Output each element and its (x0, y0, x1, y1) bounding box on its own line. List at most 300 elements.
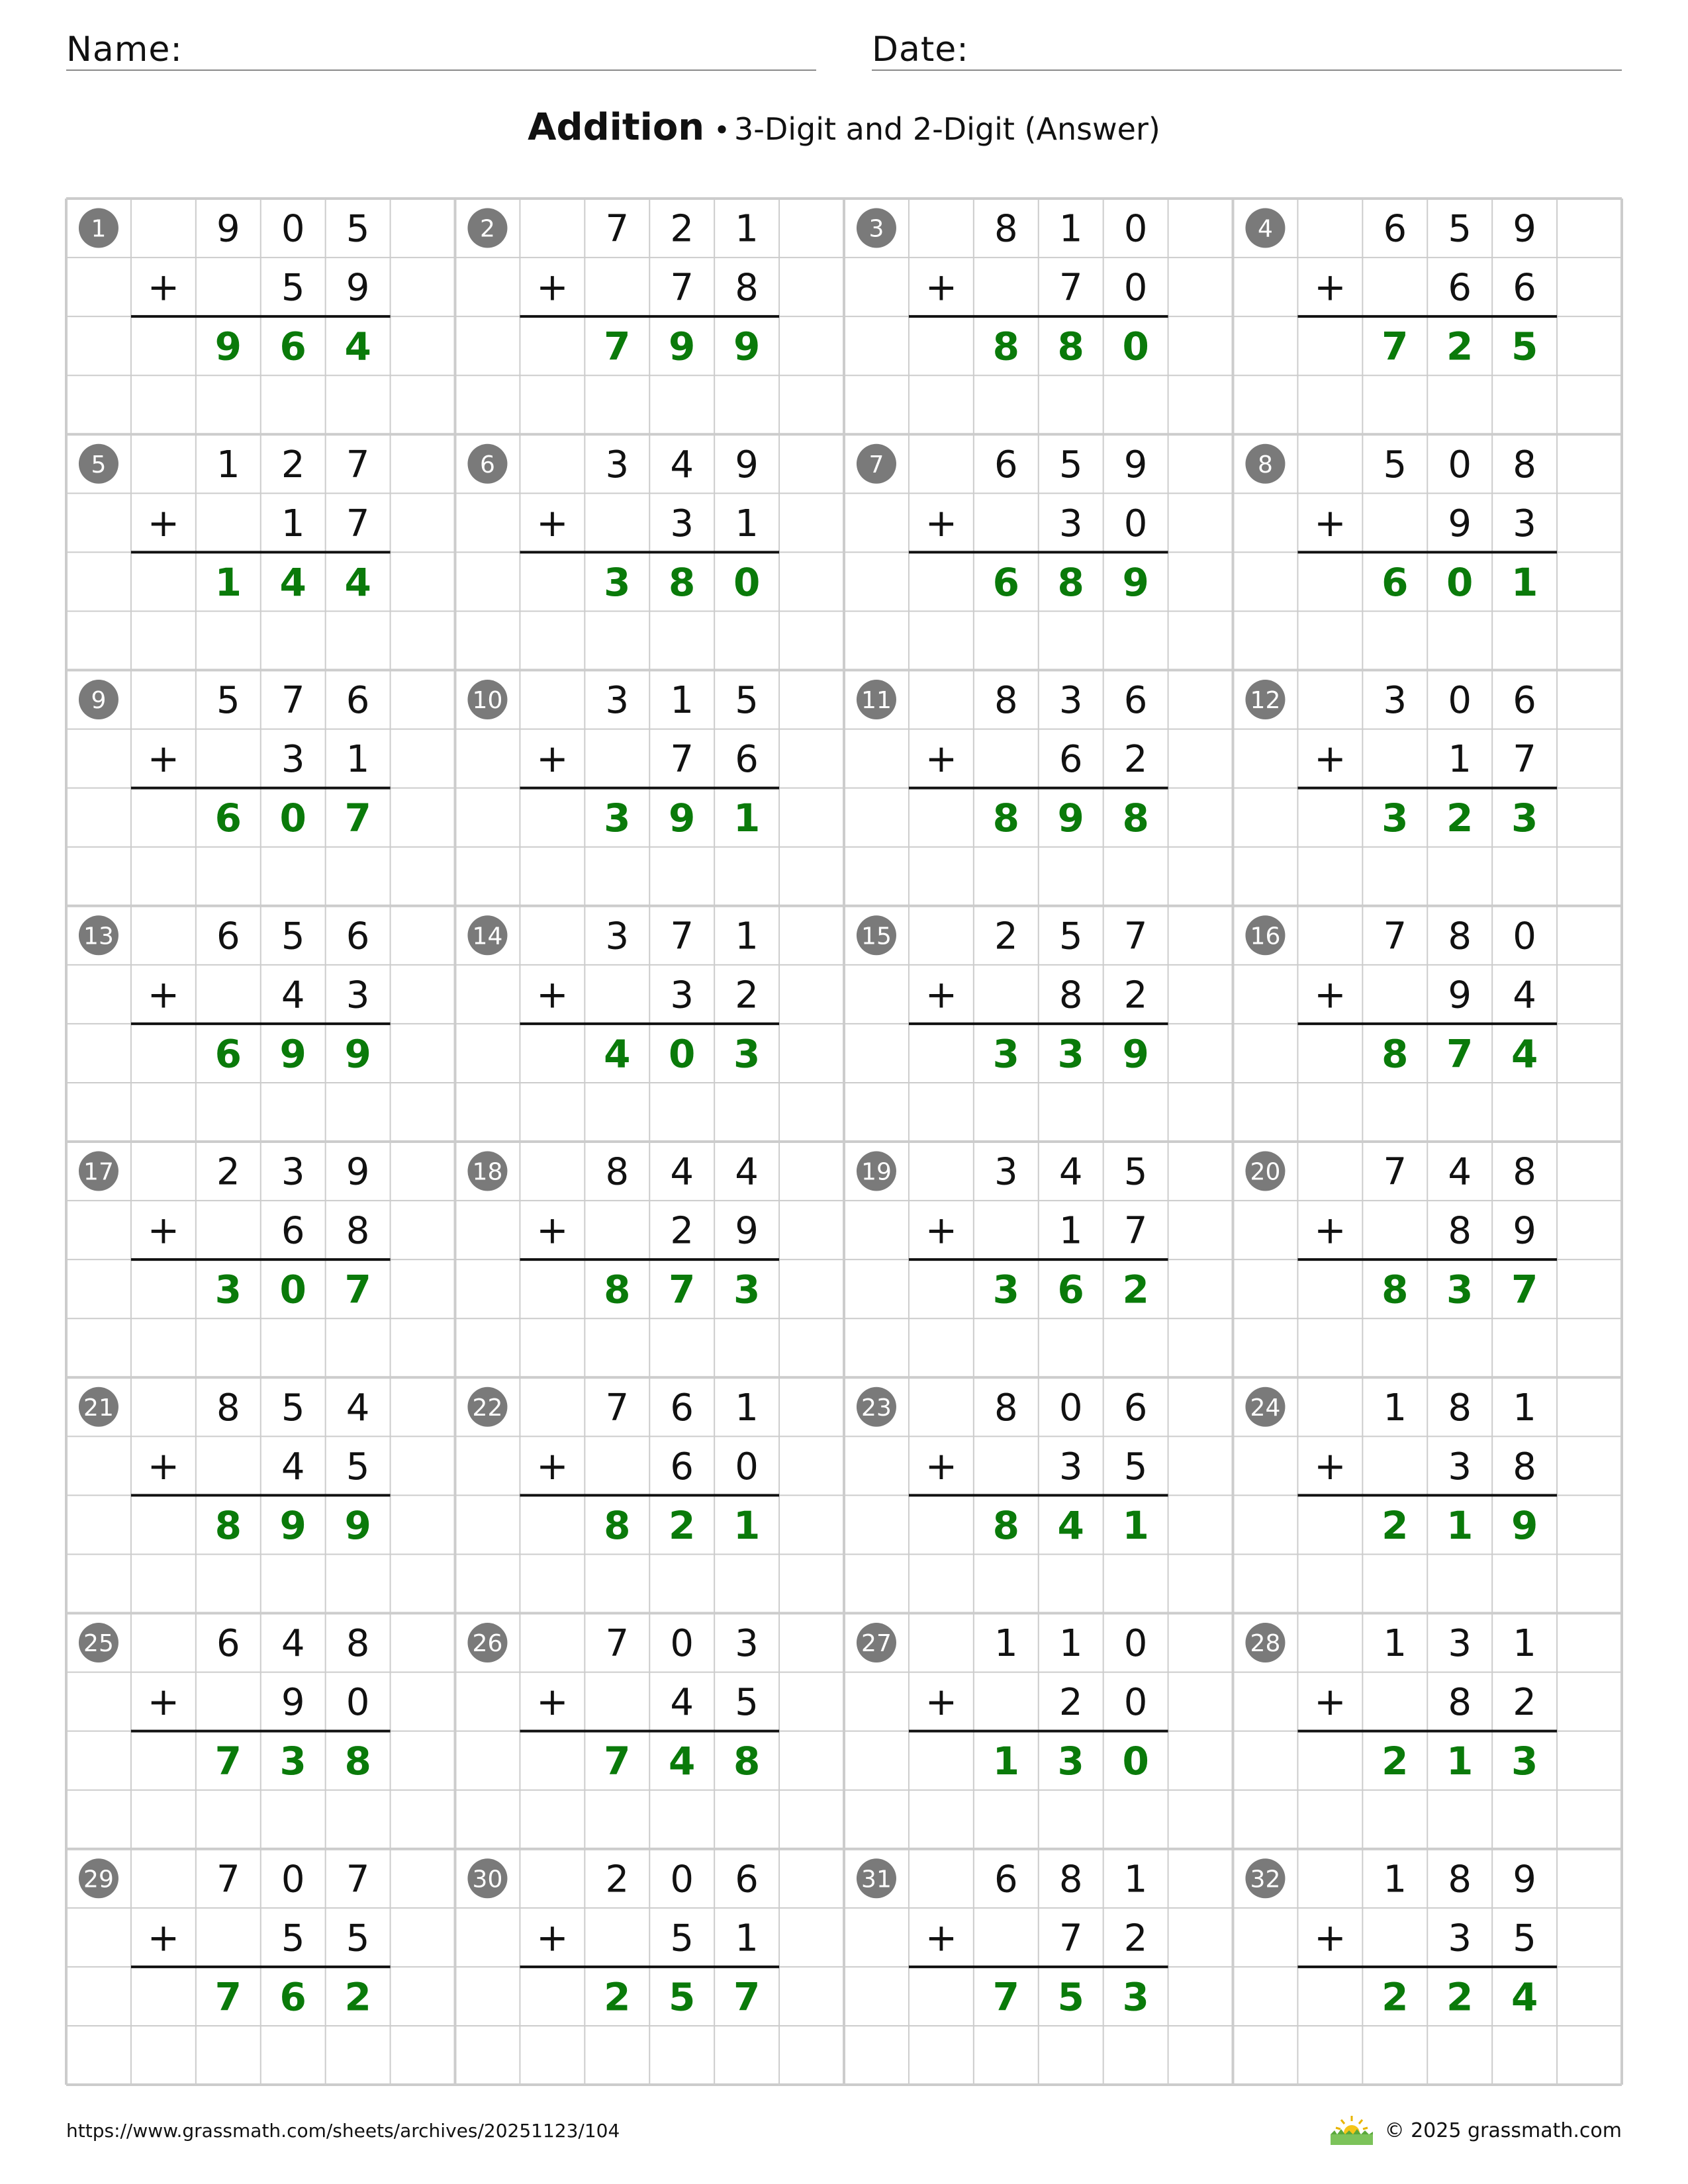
addend-bottom-digit: 8 (1513, 1445, 1536, 1488)
addend-top-digit: 1 (1383, 1386, 1407, 1430)
answer-digit: 9 (344, 1031, 371, 1077)
answer-digit: 7 (669, 1267, 696, 1312)
plus-operator: + (147, 264, 180, 310)
problem-number: 27 (861, 1630, 892, 1658)
plus-operator: + (925, 264, 958, 310)
answer-digit: 8 (669, 559, 696, 605)
addend-bottom-digit: 2 (735, 974, 759, 1017)
answer-digit: 3 (1057, 1031, 1084, 1077)
answer-digit: 7 (1446, 1031, 1474, 1077)
addend-top-digit: 6 (216, 1622, 240, 1666)
answer-digit: 4 (1511, 1974, 1538, 2020)
plus-operator: + (536, 1915, 569, 1960)
addend-bottom-digit: 2 (1123, 738, 1148, 782)
answer-digit: 3 (1446, 1267, 1474, 1312)
addend-top-digit: 3 (605, 915, 630, 958)
plus-operator: + (925, 972, 958, 1017)
addend-bottom-digit: 1 (346, 738, 370, 782)
addend-bottom-digit: 7 (670, 738, 694, 782)
addend-top-digit: 6 (1123, 1386, 1148, 1430)
addend-bottom-digit: 1 (1448, 738, 1472, 782)
addend-bottom-digit: 1 (735, 502, 759, 545)
addend-top-digit: 8 (994, 207, 1018, 251)
problem-number: 7 (868, 451, 884, 478)
answer-digit: 5 (1511, 324, 1538, 369)
addend-bottom-digit: 5 (735, 1681, 759, 1725)
addend-top-digit: 6 (346, 679, 370, 723)
footer-brand (1328, 2115, 1622, 2146)
answer-digit: 2 (1446, 1974, 1474, 2020)
problem-number: 10 (472, 687, 503, 715)
addend-top-digit: 9 (346, 1150, 370, 1194)
addend-top-digit: 8 (605, 1150, 630, 1194)
answer-digit: 7 (344, 1267, 371, 1312)
addend-bottom-digit: 3 (281, 738, 305, 782)
addend-top-digit: 1 (216, 443, 240, 486)
answer-digit: 3 (1382, 796, 1409, 841)
addend-bottom-digit: 8 (735, 266, 759, 310)
problem-number: 8 (1258, 451, 1273, 478)
addend-top-digit: 5 (1058, 915, 1083, 958)
addend-bottom-digit: 4 (1513, 974, 1536, 1017)
addend-bottom-digit: 6 (281, 1209, 305, 1253)
addend-bottom-digit: 3 (1448, 1917, 1472, 1960)
addend-top-digit: 6 (994, 443, 1018, 486)
plus-operator: + (1314, 1679, 1346, 1725)
answer-digit: 0 (733, 559, 761, 605)
addend-top-digit: 5 (1123, 1150, 1148, 1194)
addend-top-digit: 6 (1513, 679, 1536, 723)
addend-bottom-digit: 0 (1123, 502, 1148, 545)
plus-operator: + (1314, 1207, 1346, 1253)
addend-bottom-digit: 5 (346, 1917, 370, 1960)
addend-top-digit: 5 (346, 207, 370, 251)
addend-bottom-digit: 8 (1448, 1209, 1472, 1253)
answer-digit: 8 (1382, 1267, 1409, 1312)
addend-top-digit: 1 (735, 207, 759, 251)
plus-operator: + (925, 1443, 958, 1488)
addend-top-digit: 7 (605, 1622, 630, 1666)
answer-digit: 3 (214, 1267, 242, 1312)
addend-top-digit: 6 (1123, 679, 1148, 723)
answer-digit: 0 (1122, 1739, 1149, 1784)
addend-bottom-digit: 1 (735, 1917, 759, 1960)
problem-number: 6 (480, 451, 495, 478)
addend-top-digit: 8 (1513, 1150, 1536, 1194)
addend-top-digit: 0 (1448, 443, 1472, 486)
problem-number: 28 (1250, 1630, 1281, 1658)
plus-operator: + (147, 1915, 180, 1960)
addend-bottom-digit: 3 (1058, 1445, 1083, 1488)
answer-digit: 9 (1057, 796, 1084, 841)
answer-digit: 8 (214, 1502, 242, 1548)
answer-digit: 1 (1446, 1739, 1474, 1784)
addend-bottom-digit: 2 (1123, 1917, 1148, 1960)
addend-top-digit: 1 (1058, 207, 1083, 251)
answer-digit: 4 (344, 324, 371, 369)
problem-number: 25 (83, 1630, 114, 1658)
answer-digit: 3 (992, 1267, 1019, 1312)
addend-bottom-digit: 4 (670, 1681, 694, 1725)
addend-top-digit: 6 (346, 915, 370, 958)
answer-digit: 6 (1382, 559, 1409, 605)
addend-bottom-digit: 6 (735, 738, 759, 782)
grass-sun-logo-icon (1328, 2115, 1376, 2146)
answer-digit: 2 (1122, 1267, 1149, 1312)
addend-top-digit: 1 (1123, 1858, 1148, 1901)
plus-operator: + (536, 1207, 569, 1253)
problem-number: 23 (861, 1394, 892, 1422)
problem-number: 4 (1258, 215, 1273, 243)
addend-top-digit: 4 (281, 1622, 305, 1666)
addend-top-digit: 7 (216, 1858, 240, 1901)
addend-top-digit: 8 (1513, 443, 1536, 486)
answer-digit: 3 (733, 1267, 761, 1312)
answer-digit: 2 (1446, 324, 1474, 369)
addend-top-digit: 8 (994, 1386, 1018, 1430)
answer-digit: 3 (1511, 796, 1538, 841)
answer-digit: 4 (1511, 1031, 1538, 1077)
answer-digit: 2 (604, 1974, 631, 2020)
answer-digit: 1 (992, 1739, 1019, 1784)
addend-top-digit: 1 (1383, 1858, 1407, 1901)
answer-digit: 7 (992, 1974, 1019, 2020)
answer-digit: 2 (1382, 1739, 1409, 1784)
addend-top-digit: 0 (281, 1858, 305, 1901)
answer-digit: 9 (669, 796, 696, 841)
addend-bottom-digit: 5 (1513, 1917, 1536, 1960)
addend-top-digit: 4 (1448, 1150, 1472, 1194)
problem-number: 2 (480, 215, 495, 243)
answer-digit: 8 (1057, 324, 1084, 369)
problem-number: 18 (472, 1158, 503, 1186)
addend-top-digit: 5 (735, 679, 759, 723)
answer-digit: 7 (214, 1739, 242, 1784)
addend-top-digit: 6 (670, 1386, 694, 1430)
answer-digit: 3 (604, 559, 631, 605)
answer-digit: 8 (344, 1739, 371, 1784)
addend-top-digit: 9 (1513, 207, 1536, 251)
addend-top-digit: 8 (1448, 915, 1472, 958)
answer-digit: 3 (1057, 1739, 1084, 1784)
answer-digit: 2 (344, 1974, 371, 2020)
answer-digit: 8 (992, 1502, 1019, 1548)
answer-digit: 9 (1122, 559, 1149, 605)
addend-bottom-digit: 3 (1058, 502, 1083, 545)
footer-url: https://www.grassmath.com/sheets/archives/20251123/104 (66, 2120, 620, 2142)
addend-top-digit: 4 (346, 1386, 370, 1430)
answer-digit: 2 (669, 1502, 696, 1548)
addend-bottom-digit: 3 (1448, 1445, 1472, 1488)
addend-top-digit: 3 (605, 679, 630, 723)
problem-number: 12 (1250, 687, 1281, 715)
answer-digit: 3 (604, 796, 631, 841)
plus-operator: + (147, 972, 180, 1017)
plus-operator: + (1314, 972, 1346, 1017)
addend-top-digit: 1 (735, 915, 759, 958)
addend-top-digit: 4 (670, 1150, 694, 1194)
answer-digit: 6 (214, 796, 242, 841)
plus-operator: + (536, 500, 569, 545)
addend-top-digit: 9 (1513, 1858, 1536, 1901)
title-subtitle: 3-Digit and 2-Digit (Answer) (733, 111, 1160, 147)
addend-top-digit: 5 (216, 679, 240, 723)
addend-top-digit: 4 (1058, 1150, 1083, 1194)
addend-top-digit: 1 (1513, 1622, 1536, 1666)
addend-bottom-digit: 1 (281, 502, 305, 545)
addend-top-digit: 5 (281, 915, 305, 958)
problem-number: 22 (472, 1394, 503, 1422)
plus-operator: + (1314, 500, 1346, 545)
addend-bottom-digit: 6 (1058, 738, 1083, 782)
plus-operator: + (925, 1679, 958, 1725)
answer-digit: 8 (992, 324, 1019, 369)
footer-copyright: © 2025 grassmath.com (1384, 2118, 1622, 2142)
answer-digit: 7 (733, 1974, 761, 2020)
answer-digit: 1 (1446, 1502, 1474, 1548)
problem-number: 9 (91, 687, 107, 715)
answer-digit: 6 (214, 1031, 242, 1077)
plus-operator: + (925, 1207, 958, 1253)
answer-digit: 9 (279, 1502, 306, 1548)
addend-bottom-digit: 5 (346, 1445, 370, 1488)
problem-number: 31 (861, 1866, 892, 1893)
answer-digit: 8 (604, 1502, 631, 1548)
answer-digit: 3 (1511, 1739, 1538, 1784)
addend-bottom-digit: 9 (735, 1209, 759, 1253)
answer-digit: 1 (733, 796, 761, 841)
addend-top-digit: 7 (670, 915, 694, 958)
addend-bottom-digit: 7 (670, 266, 694, 310)
addend-bottom-digit: 2 (1513, 1681, 1536, 1725)
name-label: Name: (66, 30, 183, 69)
problem-number: 17 (83, 1158, 114, 1186)
answer-digit: 7 (1511, 1267, 1538, 1312)
addend-bottom-digit: 3 (346, 974, 370, 1017)
addend-bottom-digit: 9 (1513, 1209, 1536, 1253)
problem-number: 20 (1250, 1158, 1281, 1186)
addend-bottom-digit: 9 (281, 1681, 305, 1725)
answer-digit: 8 (1122, 796, 1149, 841)
title-separator: • (714, 114, 730, 146)
addend-top-digit: 8 (994, 679, 1018, 723)
problem-number: 11 (861, 687, 892, 715)
plus-operator: + (536, 1443, 569, 1488)
addend-top-digit: 2 (994, 915, 1018, 958)
addend-bottom-digit: 4 (281, 1445, 305, 1488)
addend-bottom-digit: 9 (346, 266, 370, 310)
plus-operator: + (147, 736, 180, 782)
addend-top-digit: 7 (1383, 915, 1407, 958)
addend-top-digit: 7 (346, 1858, 370, 1901)
addend-bottom-digit: 6 (670, 1445, 694, 1488)
addend-top-digit: 9 (735, 443, 759, 486)
answer-digit: 0 (279, 796, 306, 841)
answer-digit: 0 (1122, 324, 1149, 369)
addend-top-digit: 6 (216, 915, 240, 958)
plus-operator: + (536, 736, 569, 782)
addend-top-digit: 5 (1448, 207, 1472, 251)
answer-digit: 4 (1057, 1502, 1084, 1548)
addend-top-digit: 2 (670, 207, 694, 251)
answer-digit: 9 (214, 324, 242, 369)
addend-top-digit: 1 (1058, 1622, 1083, 1666)
problem-number: 5 (91, 451, 107, 478)
addend-top-digit: 7 (1383, 1150, 1407, 1194)
answer-digit: 6 (279, 1974, 306, 2020)
addend-top-digit: 7 (346, 443, 370, 486)
addend-top-digit: 0 (1058, 1386, 1083, 1430)
addend-bottom-digit: 7 (1513, 738, 1536, 782)
addend-top-digit: 7 (605, 207, 630, 251)
answer-digit: 3 (992, 1031, 1019, 1077)
addend-top-digit: 3 (1448, 1622, 1472, 1666)
answer-digit: 6 (1057, 1267, 1084, 1312)
answer-digit: 0 (669, 1031, 696, 1077)
answer-digit: 4 (344, 559, 371, 605)
problem-number: 16 (1250, 923, 1281, 950)
answer-digit: 1 (1511, 559, 1538, 605)
plus-operator: + (147, 500, 180, 545)
addend-top-digit: 6 (1383, 207, 1407, 251)
addend-bottom-digit: 3 (670, 502, 694, 545)
problem-number: 30 (472, 1866, 503, 1893)
answer-digit: 9 (1511, 1502, 1538, 1548)
plus-operator: + (1314, 1915, 1346, 1960)
answer-digit: 6 (279, 324, 306, 369)
answer-digit: 9 (1122, 1031, 1149, 1077)
answer-digit: 8 (733, 1739, 761, 1784)
answer-digit: 4 (669, 1739, 696, 1784)
addend-bottom-digit: 6 (1513, 266, 1536, 310)
plus-operator: + (147, 1207, 180, 1253)
addend-bottom-digit: 3 (1513, 502, 1536, 545)
problem-number: 3 (868, 215, 884, 243)
addend-top-digit: 7 (281, 679, 305, 723)
addend-bottom-digit: 9 (1448, 502, 1472, 545)
answer-digit: 2 (1446, 796, 1474, 841)
addend-top-digit: 1 (994, 1622, 1018, 1666)
addend-top-digit: 0 (670, 1622, 694, 1666)
addend-top-digit: 1 (1513, 1386, 1536, 1430)
addend-bottom-digit: 0 (346, 1681, 370, 1725)
addend-top-digit: 1 (735, 1386, 759, 1430)
addend-top-digit: 2 (216, 1150, 240, 1194)
addend-bottom-digit: 0 (1123, 1681, 1148, 1725)
addend-top-digit: 6 (994, 1858, 1018, 1901)
addend-bottom-digit: 2 (670, 1209, 694, 1253)
answer-digit: 8 (604, 1267, 631, 1312)
addend-bottom-digit: 2 (1058, 1681, 1083, 1725)
addend-top-digit: 8 (1058, 1858, 1083, 1901)
plus-operator: + (1314, 1443, 1346, 1488)
plus-operator: + (147, 1679, 180, 1725)
problem-number: 13 (83, 923, 114, 950)
addend-bottom-digit: 5 (1123, 1445, 1148, 1488)
plus-operator: + (925, 736, 958, 782)
addend-bottom-digit: 0 (735, 1445, 759, 1488)
addend-top-digit: 8 (1448, 1858, 1472, 1901)
addend-bottom-digit: 5 (670, 1917, 694, 1960)
problem-number: 32 (1250, 1866, 1281, 1893)
addend-bottom-digit: 1 (1058, 1209, 1083, 1253)
addend-bottom-digit: 8 (1448, 1681, 1472, 1725)
addend-top-digit: 8 (346, 1622, 370, 1666)
addend-bottom-digit: 7 (1123, 1209, 1148, 1253)
addend-top-digit: 0 (281, 207, 305, 251)
addend-bottom-digit: 6 (1448, 266, 1472, 310)
addend-top-digit: 9 (216, 207, 240, 251)
addend-bottom-digit: 3 (670, 974, 694, 1017)
plus-operator: + (1314, 736, 1346, 782)
addend-bottom-digit: 8 (1058, 974, 1083, 1017)
addend-top-digit: 3 (994, 1150, 1018, 1194)
answer-digit: 8 (1057, 559, 1084, 605)
plus-operator: + (925, 1915, 958, 1960)
date-label: Date: (872, 30, 969, 69)
answer-digit: 9 (344, 1502, 371, 1548)
answer-digit: 1 (733, 1502, 761, 1548)
answer-digit: 5 (669, 1974, 696, 2020)
addend-bottom-digit: 2 (1123, 974, 1148, 1017)
problem-number: 24 (1250, 1394, 1281, 1422)
answer-digit: 0 (279, 1267, 306, 1312)
addend-top-digit: 5 (1383, 443, 1407, 486)
problem-number: 15 (861, 923, 892, 950)
addend-bottom-digit: 5 (281, 266, 305, 310)
addend-bottom-digit: 8 (346, 1209, 370, 1253)
answer-digit: 9 (669, 324, 696, 369)
problem-number: 14 (472, 923, 503, 950)
addend-top-digit: 8 (216, 1386, 240, 1430)
plus-operator: + (925, 500, 958, 545)
answer-digit: 1 (214, 559, 242, 605)
problem-number: 1 (91, 215, 107, 243)
plus-operator: + (147, 1443, 180, 1488)
answer-digit: 3 (1122, 1974, 1149, 2020)
addend-top-digit: 4 (670, 443, 694, 486)
problem-number: 21 (83, 1394, 114, 1422)
title-main: Addition (528, 106, 705, 149)
addend-top-digit: 0 (670, 1858, 694, 1901)
addend-bottom-digit: 9 (1448, 974, 1472, 1017)
answer-digit: 5 (1057, 1974, 1084, 2020)
plus-operator: + (536, 972, 569, 1017)
answer-digit: 1 (1122, 1502, 1149, 1548)
addend-top-digit: 3 (1383, 679, 1407, 723)
addend-top-digit: 6 (735, 1858, 759, 1901)
answer-digit: 8 (1382, 1031, 1409, 1077)
addend-top-digit: 0 (1513, 915, 1536, 958)
addend-top-digit: 2 (281, 443, 305, 486)
answer-digit: 4 (604, 1031, 631, 1077)
answer-digit: 2 (1382, 1502, 1409, 1548)
answer-digit: 7 (604, 1739, 631, 1784)
problem-number: 19 (861, 1158, 892, 1186)
addend-top-digit: 9 (1123, 443, 1148, 486)
answer-digit: 8 (992, 796, 1019, 841)
problem-number: 26 (472, 1630, 503, 1658)
plus-operator: + (536, 1679, 569, 1725)
addend-bottom-digit: 0 (1123, 266, 1148, 310)
answer-digit: 3 (279, 1739, 306, 1784)
addend-top-digit: 0 (1123, 1622, 1148, 1666)
addend-top-digit: 4 (735, 1150, 759, 1194)
addend-bottom-digit: 7 (1058, 1917, 1083, 1960)
addend-top-digit: 5 (1058, 443, 1083, 486)
answer-digit: 7 (1382, 324, 1409, 369)
addend-top-digit: 8 (1448, 1386, 1472, 1430)
